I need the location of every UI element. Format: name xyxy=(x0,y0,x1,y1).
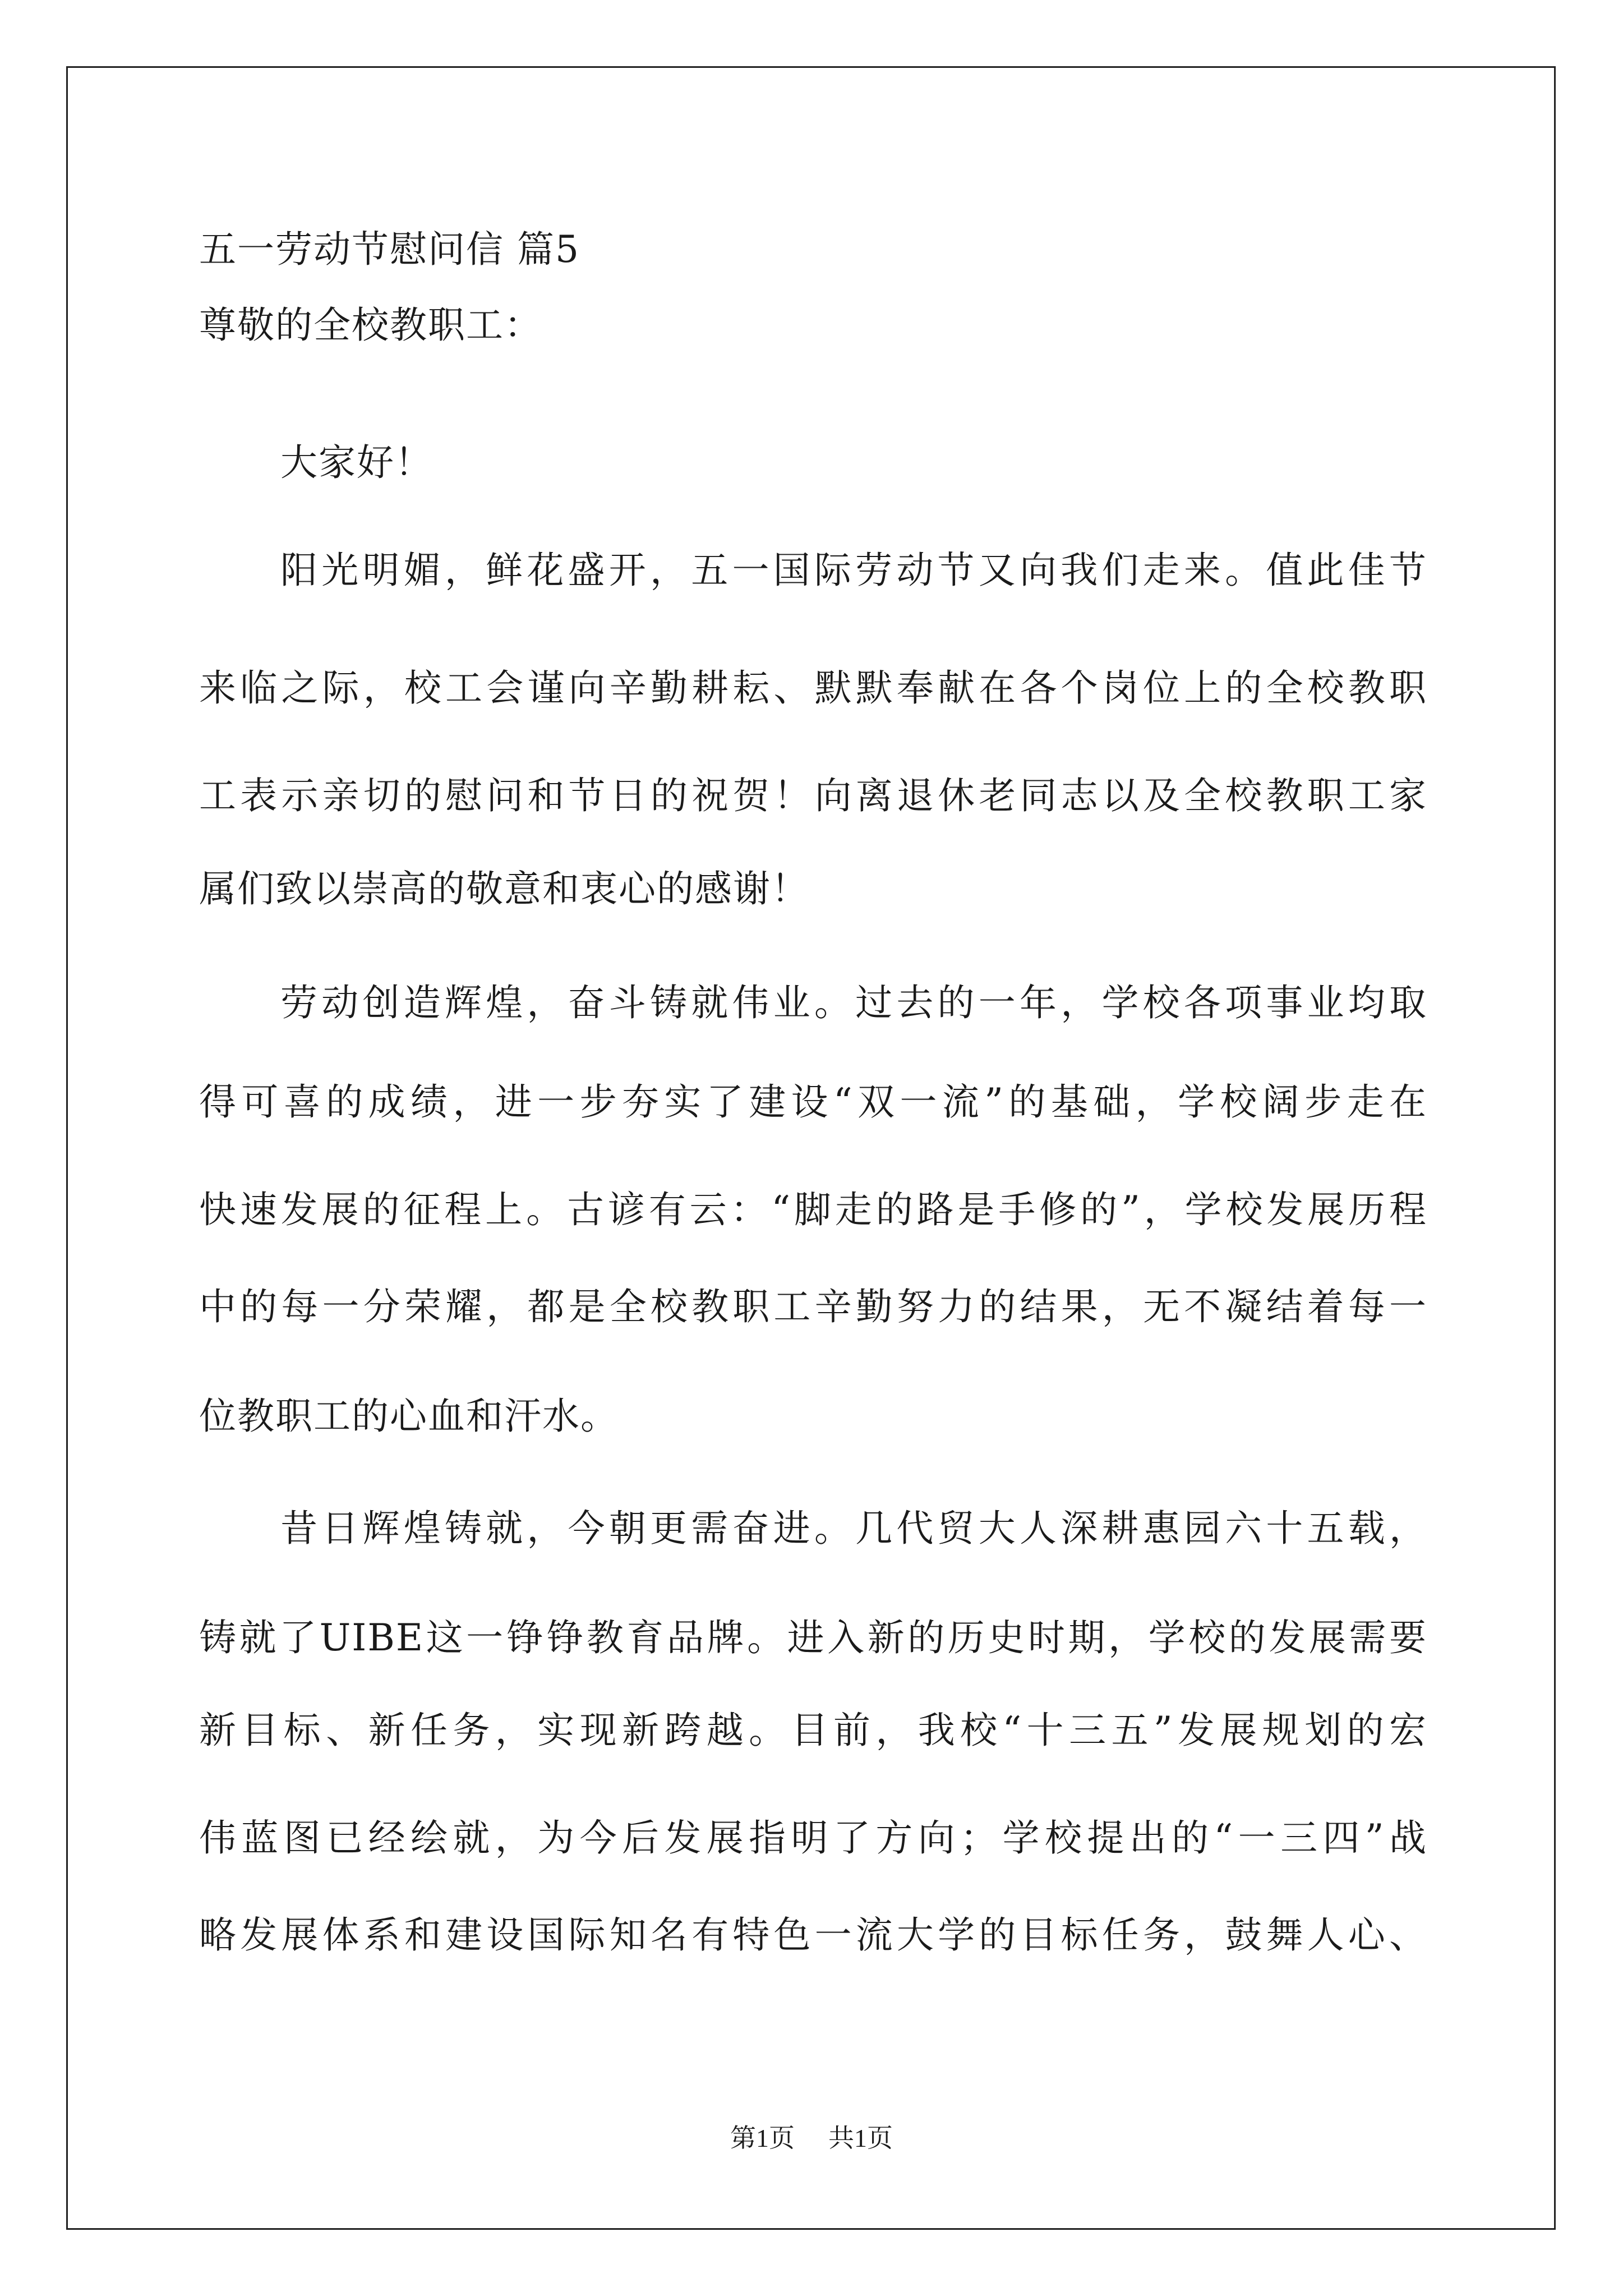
paragraph-1-line-1: 阳光明媚，鲜花盛开，五一国际劳动节又向我们走来。值此佳节 xyxy=(280,549,1427,592)
paragraph-1-line-4: 属们致以崇高的敬意和衷心的感谢！ xyxy=(199,867,809,910)
page-footer xyxy=(0,2122,1623,2155)
paragraph-1-line-3: 工表示亲切的慰问和节日的祝贺！向离退休老同志以及全校教职工家 xyxy=(199,774,1427,817)
page-border xyxy=(66,66,1556,2230)
paragraph-2-line-3: 快速发展的征程上。古谚有云：“脚走的路是手修的”，学校发展历程 xyxy=(199,1188,1427,1231)
greeting: 大家好！ xyxy=(280,441,433,484)
paragraph-2-line-2: 得可喜的成绩，进一步夯实了建设“双一流”的基础，学校阔步走在 xyxy=(199,1080,1427,1124)
paragraph-3-line-3: 新目标、新任务，实现新跨越。目前，我校“十三五”发展规划的宏 xyxy=(199,1709,1427,1752)
page-total: 共1页 xyxy=(828,2124,893,2152)
paragraph-3-line-2: 铸就了UIBE这一铮铮教育品牌。进入新的历史时期，学校的发展需要 xyxy=(199,1616,1427,1659)
paragraph-3-line-1: 昔日辉煌铸就，今朝更需奋进。几代贸大人深耕惠园六十五载， xyxy=(280,1507,1427,1550)
paragraph-3-line-5: 略发展体系和建设国际知名有特色一流大学的目标任务，鼓舞人心、 xyxy=(199,1913,1427,1957)
paragraph-3-line-4: 伟蓝图已经绘就，为今后发展指明了方向；学校提出的“一三四”战 xyxy=(199,1816,1427,1860)
document-title: 五一劳动节慰问信 篇5 xyxy=(199,228,580,271)
paragraph-2-line-5: 位教职工的心血和汗水。 xyxy=(199,1395,619,1438)
paragraph-1-line-2: 来临之际，校工会谨向辛勤耕耘、默默奉献在各个岗位上的全校教职 xyxy=(199,666,1427,710)
paragraph-2-line-4: 中的每一分荣耀，都是全校教职工辛勤努力的结果，无不凝结着每一 xyxy=(199,1285,1427,1328)
salutation: 尊敬的全校教职工： xyxy=(199,303,542,347)
paragraph-2-line-1: 劳动创造辉煌，奋斗铸就伟业。过去的一年，学校各项事业均取 xyxy=(280,981,1427,1024)
page-number: 第1页 xyxy=(730,2124,795,2152)
